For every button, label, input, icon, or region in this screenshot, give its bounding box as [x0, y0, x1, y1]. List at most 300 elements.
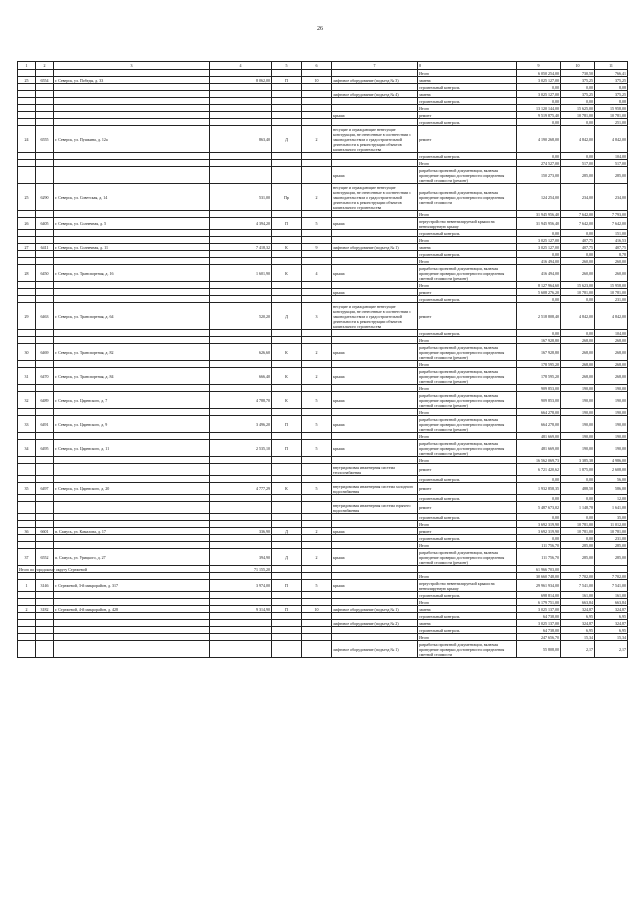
cell-cost: 3 025 127,00 — [517, 91, 561, 98]
cell-material — [272, 84, 302, 91]
cell-work-type: переустройство невентилируемой крыши на вентилируемую крышу — [418, 218, 517, 230]
cell-work-type: строительный контроль — [418, 535, 517, 542]
cell-floors: 9 — [302, 244, 332, 251]
cell-limit-cost: 4 842,00 — [595, 126, 628, 153]
cell-num — [18, 573, 36, 580]
column-number-8: 8 — [418, 62, 517, 70]
cell-unit-cost: 285,00 — [561, 167, 595, 184]
cell-floors — [302, 514, 332, 521]
cell-cost: 3 025 127,00 — [517, 237, 561, 244]
cell-code: 6411 — [36, 244, 54, 251]
cell-cost: 416 494,00 — [517, 258, 561, 265]
cell-code — [36, 620, 54, 627]
cell-element: внутридомовая инженерная система теплоснабжения — [332, 464, 418, 476]
cell-unit-cost: 375,25 — [561, 77, 595, 84]
cell-cost: 481 669,00 — [517, 440, 561, 457]
cell-element — [332, 119, 418, 126]
cell-element — [332, 542, 418, 549]
cell-address: г. Северск, ул. Солнечная, д. 5 — [54, 218, 210, 230]
cell-element — [332, 535, 418, 542]
cell-work-type: Итого — [418, 258, 517, 265]
cell-material: К — [272, 244, 302, 251]
cell-code — [36, 230, 54, 237]
cell-cost: 664 278,00 — [517, 409, 561, 416]
cell-material — [272, 361, 302, 368]
cell-unit-cost: 3 385,38 — [561, 457, 595, 464]
cell-unit-cost: 407,75 — [561, 237, 595, 244]
cell-code — [36, 167, 54, 184]
cell-unit-cost: 15 625,00 — [561, 105, 595, 112]
cell-element: крыша — [332, 549, 418, 566]
cell-code — [36, 535, 54, 542]
table-row — [18, 549, 628, 566]
cell-num: 30 — [18, 344, 36, 361]
cell-address — [54, 641, 210, 658]
cell-code: 6489 — [36, 392, 54, 409]
cell-material: П — [272, 218, 302, 230]
cell-unit-cost: 190,00 — [561, 385, 595, 392]
cell-element: крыша — [332, 368, 418, 385]
cell-work-type: разработка проектной документации, включая проведение проверки достоверности определения сметной стоимости (ремонт) — [418, 344, 517, 361]
cell-cost: 0,00 — [517, 84, 561, 91]
cell-unit-cost: 0,00 — [561, 495, 595, 502]
table-row — [18, 641, 628, 658]
cell-code — [36, 433, 54, 440]
cell-code — [36, 361, 54, 368]
cell-material — [272, 514, 302, 521]
cell-floors — [302, 251, 332, 258]
cell-work-type: Итого — [418, 237, 517, 244]
cell-unit-cost: 7 642,00 — [561, 211, 595, 218]
cell-address — [54, 573, 210, 580]
cell-code — [36, 84, 54, 91]
cell-unit-cost: 7 642,00 — [561, 218, 595, 230]
cell-floors — [302, 296, 332, 303]
cell-element: внутридомовая инженерная система горячего водоснабжения — [332, 502, 418, 514]
cell-area — [210, 230, 272, 237]
cell-cost: 3 025 137,00 — [517, 606, 561, 613]
cell-unit-cost: 0,00 — [561, 330, 595, 337]
cell-floors — [302, 599, 332, 606]
cell-unit-cost: 10 781,00 — [561, 289, 595, 296]
cell-material — [272, 91, 302, 98]
cell-work-type: Итого — [418, 433, 517, 440]
cell-code — [36, 641, 54, 658]
cell-material — [272, 230, 302, 237]
cell-work-type: разработка проектной документации, включая проведение проверки достоверности определения сметной стоимости (ремонт) — [418, 416, 517, 433]
cell-floors — [302, 237, 332, 244]
cell-area — [210, 119, 272, 126]
cell-code: 3146 — [36, 580, 54, 592]
column-number-1: 1 — [18, 62, 36, 70]
cell-material — [272, 476, 302, 483]
cell-area — [210, 337, 272, 344]
cell-num: 28 — [18, 265, 36, 282]
table-row — [18, 361, 628, 368]
cell-address: г. Северск, ул. Пушкина, д. 12а — [54, 126, 210, 153]
cell-address — [54, 98, 210, 105]
cell-material — [272, 258, 302, 265]
cell-unit-cost: 407,75 — [561, 244, 595, 251]
cell-material — [272, 592, 302, 599]
cell-work-type: строительный контроль — [418, 613, 517, 620]
cell-element — [332, 599, 418, 606]
column-number-2: 2 — [36, 62, 54, 70]
table-row — [18, 566, 628, 573]
cell-code — [36, 592, 54, 599]
cell-address — [54, 521, 210, 528]
cell-address: г. Северск, ул. Транспортная, д. 82 — [54, 344, 210, 361]
cell-num — [18, 361, 36, 368]
cell-work-type: строительный контроль — [418, 119, 517, 126]
cell-area — [210, 502, 272, 514]
table-row — [18, 160, 628, 167]
cell-area — [210, 282, 272, 289]
cell-area: 71 155,20 — [210, 566, 272, 573]
cell-floors — [302, 230, 332, 237]
cell-area — [210, 409, 272, 416]
table-row — [18, 457, 628, 464]
cell-limit-cost: 260,00 — [595, 265, 628, 282]
cell-work-type: строительный контроль — [418, 514, 517, 521]
cell-unit-cost: 268,00 — [561, 337, 595, 344]
cell-cost: 167 928,80 — [517, 344, 561, 361]
cell-area — [210, 330, 272, 337]
cell-limit-cost: 104,00 — [595, 153, 628, 160]
cell-code: 6495 — [36, 440, 54, 457]
cell-num — [18, 514, 36, 521]
cell-code — [36, 330, 54, 337]
cell-limit-cost: 268,00 — [595, 368, 628, 385]
cell-element — [332, 105, 418, 112]
cell-limit-cost — [595, 566, 628, 573]
cell-cost: 3 692 319,90 — [517, 521, 561, 528]
cell-cost: 481 669,00 — [517, 433, 561, 440]
cell-material: Д — [272, 528, 302, 535]
cell-area — [210, 167, 272, 184]
cell-element: несущие и ограждающие ненесущие конструкции, не отнесенные в соответствии с законодательством о градостроительной деятельности к реконструкции объектов капитального строительства — [332, 126, 418, 153]
cell-element: внутридомовая инженерная система холодного водоснабжения — [332, 483, 418, 495]
cell-element — [332, 457, 418, 464]
cell-address: г. Северск, ул. Победы, д. 33 — [54, 77, 210, 84]
table-row — [18, 112, 628, 119]
cell-material: П — [272, 580, 302, 592]
table-row — [18, 483, 628, 495]
cell-element — [332, 476, 418, 483]
cell-material: П — [272, 416, 302, 433]
cell-floors — [302, 592, 332, 599]
cell-code — [36, 258, 54, 265]
cell-unit-cost: 268,00 — [561, 361, 595, 368]
cell-code: 6469 — [36, 344, 54, 361]
table-row — [18, 385, 628, 392]
cell-address — [54, 409, 210, 416]
cell-area: 336,90 — [210, 528, 272, 535]
cell-area: 3 974,00 — [210, 580, 272, 592]
cell-floors — [302, 84, 332, 91]
cell-unit-cost: 324,87 — [561, 606, 595, 613]
cell-floors — [302, 502, 332, 514]
cell-element — [332, 409, 418, 416]
cell-element: крыша — [332, 218, 418, 230]
cell-work-type: ремонт — [418, 112, 517, 119]
cell-cost: 3 692 319,90 — [517, 528, 561, 535]
cell-material — [272, 105, 302, 112]
cell-area: 520,20 — [210, 303, 272, 330]
cell-address — [54, 495, 210, 502]
cell-element — [332, 296, 418, 303]
cell-unit-cost: 190,00 — [561, 440, 595, 457]
cell-limit-cost: 35,00 — [595, 514, 628, 521]
cell-unit-cost: 0,00 — [561, 296, 595, 303]
cell-floors — [302, 330, 332, 337]
cell-work-type: строительный контроль — [418, 251, 517, 258]
cell-material — [272, 433, 302, 440]
cell-cost: 0,00 — [517, 296, 561, 303]
cell-unit-cost: 260,00 — [561, 258, 595, 265]
table-row — [18, 514, 628, 521]
cell-area: 7 418,32 — [210, 244, 272, 251]
cell-work-type: разработка проектной документации, включая проведение проверки достоверности определения сметной стоимости (ремонт) — [418, 440, 517, 457]
cell-cost: 111 756,70 — [517, 549, 561, 566]
cell-unit-cost: 10 781,00 — [561, 521, 595, 528]
cell-unit-cost: 663,84 — [561, 599, 595, 606]
cell-material — [272, 542, 302, 549]
cell-num: 27 — [18, 244, 36, 251]
cell-address — [54, 502, 210, 514]
cell-num — [18, 282, 36, 289]
cell-element: крыша — [332, 528, 418, 535]
cell-limit-cost: 7 793,00 — [595, 211, 628, 218]
cell-work-type: строительный контроль — [418, 476, 517, 483]
cell-cost: 55 808,00 — [517, 641, 561, 658]
cell-area: 394,90 — [210, 549, 272, 566]
cell-element: крыша — [332, 580, 418, 592]
cell-address — [54, 330, 210, 337]
cell-limit-cost: 7 642,00 — [595, 218, 628, 230]
cell-address — [54, 167, 210, 184]
cell-limit-cost: 2 608,00 — [595, 464, 628, 476]
cell-code — [36, 91, 54, 98]
cell-code: 6601 — [36, 528, 54, 535]
table-row — [18, 521, 628, 528]
cell-area — [210, 641, 272, 658]
cell-address — [54, 282, 210, 289]
cell-num: 33 — [18, 416, 36, 433]
cell-address — [54, 258, 210, 265]
cell-material — [272, 153, 302, 160]
cell-element — [332, 237, 418, 244]
cell-limit-cost: 2,17 — [595, 641, 628, 658]
cell-material — [272, 573, 302, 580]
cell-limit-cost: 7 541,00 — [595, 580, 628, 592]
cell-area: 9 314,90 — [210, 606, 272, 613]
cell-code — [36, 153, 54, 160]
cell-limit-cost: 375,25 — [595, 77, 628, 84]
cell-code — [36, 237, 54, 244]
cell-area — [210, 457, 272, 464]
cell-num — [18, 476, 36, 483]
cell-area: 4 777,29 — [210, 483, 272, 495]
cell-address: г. Северск, ул. Царевского, д. 20 — [54, 483, 210, 495]
cell-material — [272, 634, 302, 641]
cell-code — [36, 457, 54, 464]
cell-code — [36, 289, 54, 296]
cell-floors — [302, 361, 332, 368]
cell-material — [272, 502, 302, 514]
cell-area: 626,60 — [210, 344, 272, 361]
cell-cost: 61 966 703,00 — [517, 566, 561, 573]
cell-unit-cost: 4 842,00 — [561, 126, 595, 153]
table-row — [18, 184, 628, 211]
cell-code — [36, 337, 54, 344]
table-row — [18, 620, 628, 627]
table-row — [18, 282, 628, 289]
cell-work-type: строительный контроль — [418, 230, 517, 237]
cell-floors: 2 — [302, 344, 332, 361]
table-row — [18, 409, 628, 416]
table-row — [18, 337, 628, 344]
cell-work-type: Итого — [418, 409, 517, 416]
cell-num — [18, 84, 36, 91]
cell-limit-cost: 517,00 — [595, 160, 628, 167]
cell-num — [18, 542, 36, 549]
cell-material — [272, 211, 302, 218]
cell-element — [332, 282, 418, 289]
cell-work-type: Итого — [418, 337, 517, 344]
cell-num: 32 — [18, 392, 36, 409]
cell-cost: 178 595,20 — [517, 368, 561, 385]
cell-floors — [302, 566, 332, 573]
cell-code — [36, 542, 54, 549]
cell-floors — [302, 91, 332, 98]
cell-num — [18, 251, 36, 258]
cell-work-type: ремонт — [418, 464, 517, 476]
cell-unit-cost: 190,00 — [561, 433, 595, 440]
cell-material — [272, 385, 302, 392]
cell-element — [332, 385, 418, 392]
cell-address — [54, 542, 210, 549]
cell-area: 531,00 — [210, 184, 272, 211]
table-row — [18, 289, 628, 296]
cell-element: лифтовое оборудование (подъезд № 1) — [332, 244, 418, 251]
table-row — [18, 77, 628, 84]
table-row — [18, 634, 628, 641]
cell-cost: 416 494,00 — [517, 265, 561, 282]
cell-area — [210, 98, 272, 105]
cell-area — [210, 495, 272, 502]
cell-floors — [302, 112, 332, 119]
cell-unit-cost: 190,00 — [561, 416, 595, 433]
cell-work-type: строительный контроль — [418, 592, 517, 599]
table-row — [18, 153, 628, 160]
cell-element — [332, 433, 418, 440]
cell-work-type: замена — [418, 620, 517, 627]
cell-material — [272, 251, 302, 258]
cell-cost: 0,00 — [517, 535, 561, 542]
table-row — [18, 230, 628, 237]
cell-code — [36, 112, 54, 119]
cell-num — [18, 613, 36, 620]
cell-unit-cost: 6,95 — [561, 613, 595, 620]
cell-element — [332, 230, 418, 237]
cell-element — [332, 521, 418, 528]
cell-floors: 5 — [302, 416, 332, 433]
column-number-3: 3 — [54, 62, 210, 70]
cell-limit-cost: 11 012,00 — [595, 521, 628, 528]
cell-floors: 2 — [302, 549, 332, 566]
cell-num — [18, 330, 36, 337]
cell-unit-cost: 0,00 — [561, 476, 595, 483]
cell-floors — [302, 573, 332, 580]
cell-floors — [302, 457, 332, 464]
column-number-4: 4 — [210, 62, 272, 70]
cell-limit-cost: 4 842,00 — [595, 303, 628, 330]
cell-address — [54, 627, 210, 634]
cell-element: крыша — [332, 416, 418, 433]
cell-code — [36, 98, 54, 105]
cell-work-type: замена — [418, 77, 517, 84]
cell-limit-cost: 190,00 — [595, 409, 628, 416]
cell-address — [54, 535, 210, 542]
cell-work-type: строительный контроль — [418, 330, 517, 337]
cell-limit-cost: 586,00 — [595, 483, 628, 495]
cell-code — [36, 521, 54, 528]
cell-floors: 5 — [302, 580, 332, 592]
cell-address — [54, 433, 210, 440]
cell-num — [18, 258, 36, 265]
cell-code: 6463 — [36, 303, 54, 330]
page-number: 26 — [317, 26, 323, 32]
cell-work-type: ремонт — [418, 528, 517, 535]
cell-floors: 10 — [302, 606, 332, 613]
cell-element: крыша — [332, 440, 418, 457]
cell-floors — [302, 289, 332, 296]
cell-code — [36, 514, 54, 521]
cell-unit-cost — [561, 566, 595, 573]
cell-num — [18, 153, 36, 160]
cell-code — [36, 211, 54, 218]
cell-work-type: строительный контроль — [418, 495, 517, 502]
cell-work-type: разработка проектной документации, включая проведение проверки достоверности определения сметной стоимости (ремонт) — [418, 549, 517, 566]
cell-address — [54, 84, 210, 91]
column-number-6: 6 — [302, 62, 332, 70]
cell-unit-cost: 10 781,00 — [561, 112, 595, 119]
cell-material: Д — [272, 549, 302, 566]
cell-floors: 2 — [302, 528, 332, 535]
cell-floors — [302, 282, 332, 289]
cell-floors: 5 — [302, 440, 332, 457]
cell-unit-cost: 488,50 — [561, 483, 595, 495]
cell-code — [36, 464, 54, 476]
cell-unit-cost: 0,00 — [561, 84, 595, 91]
cell-area — [210, 592, 272, 599]
table-row — [18, 599, 628, 606]
cell-address — [54, 464, 210, 476]
cell-work-type: замена — [418, 91, 517, 98]
table-row — [18, 502, 628, 514]
cell-unit-cost: 7 702,00 — [561, 573, 595, 580]
table-row — [18, 592, 628, 599]
cell-limit-cost: 766,41 — [595, 70, 628, 77]
cell-element — [332, 160, 418, 167]
cell-cost: 29 961 934,00 — [517, 580, 561, 592]
table-row — [18, 542, 628, 549]
cell-floors — [302, 476, 332, 483]
cell-num — [18, 237, 36, 244]
cell-cost: 0,00 — [517, 98, 561, 105]
cell-material — [272, 409, 302, 416]
